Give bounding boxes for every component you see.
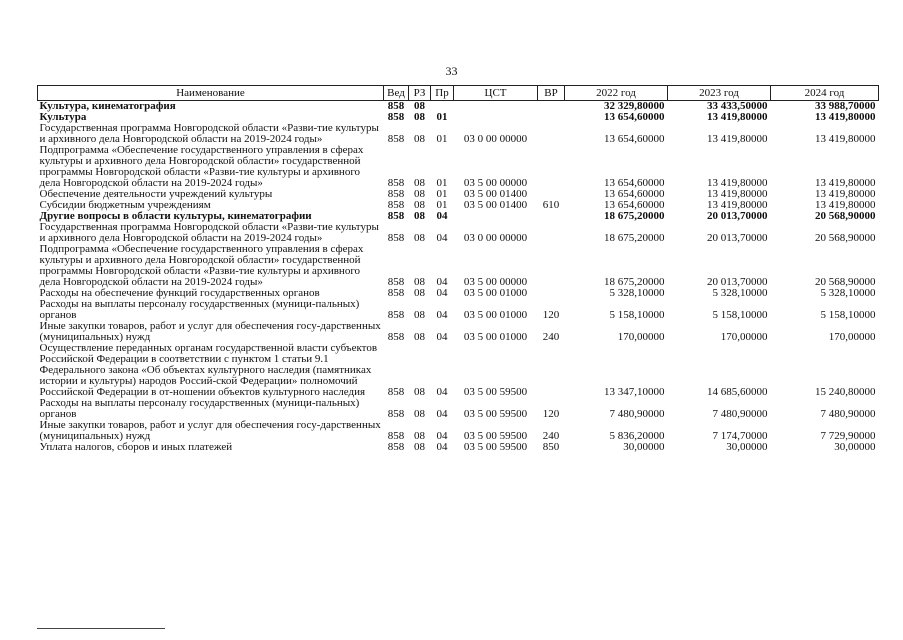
cell-vr — [538, 123, 565, 145]
cell-cst — [454, 211, 538, 222]
cell-2024: 13 419,80000 — [815, 199, 876, 211]
cell-pr: 01 — [436, 199, 448, 211]
cell-2023: 13 419,80000 — [707, 199, 768, 211]
cell-ved: 858 — [387, 177, 405, 189]
cell-vr — [538, 112, 565, 123]
cell-rz: 08 — [414, 430, 425, 442]
cell-2023: 20 013,70000 — [707, 232, 768, 244]
cell-2022: 18 675,20000 — [604, 276, 665, 288]
cell-pr: 04 — [436, 386, 448, 398]
cell-ved: 858 — [387, 309, 405, 321]
cell-cst: 03 5 00 59500 — [463, 386, 528, 398]
cell-2024: 20 568,90000 — [815, 232, 876, 244]
cell-pr: 04 — [436, 287, 448, 299]
cell-2022: 13 654,60000 — [604, 188, 665, 200]
cell-vr — [538, 288, 565, 299]
header-pr: Пр — [431, 86, 454, 101]
cell-pr: 04 — [436, 309, 448, 321]
cell-rz: 08 — [414, 199, 425, 211]
cell-name: Культура — [39, 111, 87, 123]
table-row — [38, 222, 879, 244]
cell-2024: 170,00000 — [828, 331, 876, 343]
cell-2024: 5 328,10000 — [820, 287, 876, 299]
cell-pr: 04 — [436, 210, 448, 222]
cell-pr: 01 — [436, 133, 448, 145]
cell-name: Расходы на выплаты персоналу государственных (муници-пальных) органов — [39, 397, 360, 420]
cell-pr: 04 — [436, 276, 448, 288]
cell-cst: 03 5 00 59500 — [463, 441, 528, 453]
cell-vr: 240 — [542, 331, 560, 343]
cell-2024: 15 240,80000 — [815, 386, 876, 398]
cell-2023: 5 328,10000 — [712, 287, 768, 299]
cell-rz: 08 — [414, 287, 425, 299]
cell-2024: 13 419,80000 — [815, 177, 876, 189]
cell-vr — [538, 222, 565, 244]
cell-2023: 7 174,70000 — [712, 430, 768, 442]
cell-cst: 03 5 00 00000 — [463, 177, 528, 189]
cell-2023: 30,00000 — [726, 441, 768, 453]
cell-2024: 20 568,90000 — [815, 276, 876, 288]
cell-2024: 13 419,80000 — [815, 188, 876, 200]
cell-2023: 33 433,50000 — [707, 100, 768, 112]
budget-table — [37, 85, 879, 453]
cell-cst: 03 5 00 00000 — [463, 276, 528, 288]
cell-2022: 13 654,60000 — [604, 111, 665, 123]
footnote-separator — [37, 628, 165, 629]
cell-name: Другие вопросы в области культуры, кинематографии — [39, 210, 312, 222]
table-row — [38, 398, 879, 420]
header-rz: РЗ — [409, 86, 431, 101]
cell-rz: 08 — [414, 210, 425, 222]
cell-pr: 04 — [436, 331, 448, 343]
cell-ved: 858 — [387, 100, 405, 112]
cell-2022: 170,00000 — [617, 331, 665, 343]
cell-cst: 03 5 00 01400 — [463, 188, 528, 200]
cell-ved: 858 — [387, 199, 405, 211]
cell-name: Подпрограмма «Обеспечение государственного управления в сферах культуры и архивного дела Новгородской области» государственной программы Новгородской области «Разви-тие культуры и архивного дела Новгородской области на 2019-2024 годы» — [39, 144, 364, 189]
cell-2022: 13 654,60000 — [604, 177, 665, 189]
cell-rz: 08 — [414, 408, 425, 420]
cell-2023: 13 419,80000 — [707, 188, 768, 200]
cell-pr: 04 — [436, 232, 448, 244]
cell-name: Государственная программа Новгородской области «Разви-тие культуры и архивного дела Новгородской области на 2019-2024 годы» — [39, 122, 379, 145]
header-cst: ЦСТ — [454, 86, 538, 101]
cell-name: Осуществление переданных органам государственной власти субъектов Российской Федерации в соответствии с пунктом 1 статьи 9.1 Федерального закона «Об объектах культурного наследия (памятниках истории и культуры) народов Россий-ской Федерации» полномочий Российской Федерации в от-ношении объектов культурного наследия — [39, 342, 378, 398]
cell-vr — [538, 211, 565, 222]
cell-cst: 03 5 00 01000 — [463, 287, 528, 299]
cell-vr — [538, 343, 565, 398]
cell-cst: 03 0 00 00000 — [463, 133, 528, 145]
cell-cst: 03 5 00 59500 — [463, 430, 528, 442]
cell-rz: 08 — [414, 133, 425, 145]
header-name: Наименование — [38, 86, 384, 101]
cell-cst: 03 0 00 00000 — [463, 232, 528, 244]
cell-cst: 03 5 00 01400 — [463, 199, 528, 211]
cell-vr: 120 — [542, 408, 560, 420]
table-row — [38, 420, 879, 442]
cell-2024: 13 419,80000 — [815, 133, 876, 145]
cell-2022: 13 654,60000 — [604, 199, 665, 211]
cell-2022: 5 158,10000 — [609, 309, 665, 321]
cell-2024: 33 988,70000 — [815, 100, 876, 112]
cell-2023: 13 419,80000 — [707, 133, 768, 145]
cell-pr: 01 — [436, 188, 448, 200]
cell-2022: 5 836,20000 — [609, 430, 665, 442]
header-2022: 2022 год — [565, 86, 668, 101]
cell-vr — [538, 244, 565, 288]
cell-pr: 04 — [436, 408, 448, 420]
cell-2024: 7 729,90000 — [820, 430, 876, 442]
cell-2022: 5 328,10000 — [609, 287, 665, 299]
header-2024: 2024 год — [771, 86, 879, 101]
cell-2023: 20 013,70000 — [707, 276, 768, 288]
cell-2022: 13 654,60000 — [604, 133, 665, 145]
header-ved: Вед — [384, 86, 409, 101]
table-row — [38, 123, 879, 145]
table-row — [38, 343, 879, 398]
cell-name: Обеспечение деятельности учреждений культуры — [39, 188, 273, 200]
cell-rz: 08 — [414, 111, 425, 123]
cell-cst: 03 5 00 01000 — [463, 331, 528, 343]
cell-2023: 7 480,90000 — [712, 408, 768, 420]
cell-2022: 7 480,90000 — [609, 408, 665, 420]
cell-rz: 08 — [414, 177, 425, 189]
cell-rz: 08 — [414, 309, 425, 321]
cell-2024: 7 480,90000 — [820, 408, 876, 420]
cell-2023: 13 419,80000 — [707, 177, 768, 189]
cell-ved: 858 — [387, 331, 405, 343]
cell-2022: 30,00000 — [623, 441, 665, 453]
cell-2023: 14 685,60000 — [707, 386, 768, 398]
cell-rz: 08 — [414, 331, 425, 343]
cell-ved: 858 — [387, 232, 405, 244]
cell-name: Иные закупки товаров, работ и услуг для обеспечения госу-дарственных (муниципальных) нужд — [39, 320, 381, 343]
table-row — [38, 244, 879, 288]
cell-rz: 08 — [414, 232, 425, 244]
cell-rz: 08 — [414, 386, 425, 398]
cell-name: Подпрограмма «Обеспечение государственного управления в сферах культуры и архивного дела Новгородской области» государственной программы Новгородской области «Разви-тие культуры и архивного дела Новгородской области на 2019-2024 годы» — [39, 243, 364, 288]
cell-ved: 858 — [387, 408, 405, 420]
cell-rz: 08 — [414, 188, 425, 200]
table-row — [38, 321, 879, 343]
header-2023: 2023 год — [668, 86, 771, 101]
cell-2024: 20 568,90000 — [815, 210, 876, 222]
cell-vr: 610 — [542, 199, 560, 211]
page-number: 33 — [445, 64, 458, 78]
cell-2023: 5 158,10000 — [712, 309, 768, 321]
cell-ved: 858 — [387, 210, 405, 222]
cell-vr: 120 — [542, 309, 560, 321]
cell-name: Уплата налогов, сборов и иных платежей — [39, 441, 233, 453]
cell-ved: 858 — [387, 430, 405, 442]
cell-cst: 03 5 00 01000 — [463, 309, 528, 321]
table-header-row — [38, 86, 879, 101]
table-row — [38, 442, 879, 453]
cell-ved: 858 — [387, 276, 405, 288]
cell-2023: 170,00000 — [720, 331, 768, 343]
cell-pr: 04 — [436, 441, 448, 453]
cell-2024: 5 158,10000 — [820, 309, 876, 321]
cell-ved: 858 — [387, 386, 405, 398]
cell-rz: 08 — [414, 100, 425, 112]
cell-name: Культура, кинематография — [39, 100, 176, 112]
cell-name: Субсидии бюджетным учреждениям — [39, 199, 211, 211]
cell-ved: 858 — [387, 441, 405, 453]
cell-name: Государственная программа Новгородской области «Разви-тие культуры и архивного дела Новгородской области на 2019-2024 годы» — [39, 221, 379, 244]
cell-cst — [454, 112, 538, 123]
cell-ved: 858 — [387, 111, 405, 123]
cell-2022: 32 329,80000 — [604, 100, 665, 112]
cell-name: Расходы на обеспечение функций государственных органов — [39, 287, 320, 299]
cell-2023: 20 013,70000 — [707, 210, 768, 222]
cell-name: Расходы на выплаты персоналу государственных (муници-пальных) органов — [39, 298, 360, 321]
cell-cst — [454, 101, 538, 113]
table-row — [38, 145, 879, 189]
cell-pr: 01 — [436, 177, 448, 189]
header-vr: ВР — [538, 86, 565, 101]
cell-vr — [538, 145, 565, 189]
cell-2022: 18 675,20000 — [604, 232, 665, 244]
cell-2022: 13 347,10000 — [604, 386, 665, 398]
cell-vr: 850 — [542, 441, 560, 453]
cell-2024: 30,00000 — [834, 441, 876, 453]
cell-pr: 04 — [436, 430, 448, 442]
cell-ved: 858 — [387, 133, 405, 145]
cell-2022: 18 675,20000 — [604, 210, 665, 222]
cell-vr: 240 — [542, 430, 560, 442]
cell-2024: 13 419,80000 — [815, 111, 876, 123]
cell-pr: 01 — [436, 111, 448, 123]
table-row — [38, 299, 879, 321]
cell-cst: 03 5 00 59500 — [463, 408, 528, 420]
cell-ved: 858 — [387, 287, 405, 299]
cell-rz: 08 — [414, 276, 425, 288]
cell-2023: 13 419,80000 — [707, 111, 768, 123]
cell-vr — [538, 101, 565, 113]
cell-ved: 858 — [387, 188, 405, 200]
cell-rz: 08 — [414, 441, 425, 453]
cell-name: Иные закупки товаров, работ и услуг для обеспечения госу-дарственных (муниципальных) нужд — [39, 419, 381, 442]
